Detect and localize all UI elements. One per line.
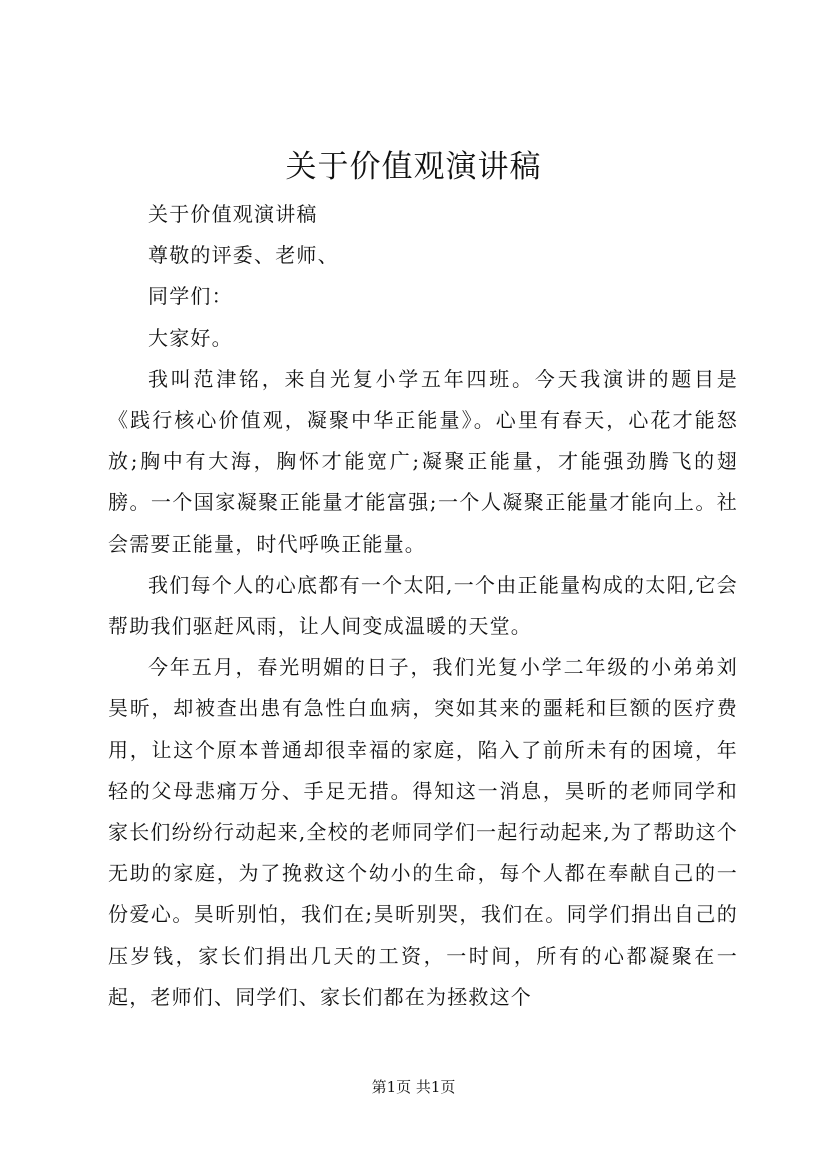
document-title: 关于价值观演讲稿 xyxy=(285,149,542,185)
page-number: 第1页 共1页 xyxy=(371,1078,456,1096)
paragraph-salutation-cont: 同学们： xyxy=(148,284,233,309)
paragraph-sun: 我们每个人的心底都有一个太阳,一个由正能量构成的太阳,它会帮助我们驱赶风雨，让人间变成温暖的天堂。 xyxy=(108,572,738,639)
paragraph-greeting: 大家好。 xyxy=(148,325,233,350)
paragraph-story: 今年五月，春光明媚的日子，我们光复小学二年级的小弟弟刘昊昕，却被查出患有急性白血病，突如其来的噩耗和巨额的医疗费用，让这个原本普通却很幸福的家庭，陷入了前所未有的困境，年轻的父母悲痛万分、手足无措。得知这一消息，昊昕的老师同学和家长们纷纷行动起来,全校的老师同学们一起行动起来,为了帮助这个无助的家庭，为了挽救这个幼小的生命，每个人都在奉献自己的一份爱心。昊昕别怕，我们在;昊昕别哭，我们在。同学们捐出自己的压岁钱，家长们捐出几天的工资，一时间，所有的心都凝聚在一起，老师们、同学们、家长们都在为拯救这个 xyxy=(108,655,738,1009)
paragraph-heading: 关于价值观演讲稿 xyxy=(148,202,318,226)
paragraph-salutation: 尊敬的评委、老师、 xyxy=(148,243,339,268)
document-body xyxy=(108,194,738,1018)
paragraph-introduction: 我叫范津铭，来自光复小学五年四班。今天我演讲的题目是《践行核心价值观，凝聚中华正能量》。心里有春天，心花才能怒放;胸中有大海，胸怀才能宽广;凝聚正能量，才能强劲腾飞的翅膀。一个国家凝聚正能量才能富强;一个人凝聚正能量才能向上。社会需要正能量，时代呼唤正能量。 xyxy=(108,366,738,556)
